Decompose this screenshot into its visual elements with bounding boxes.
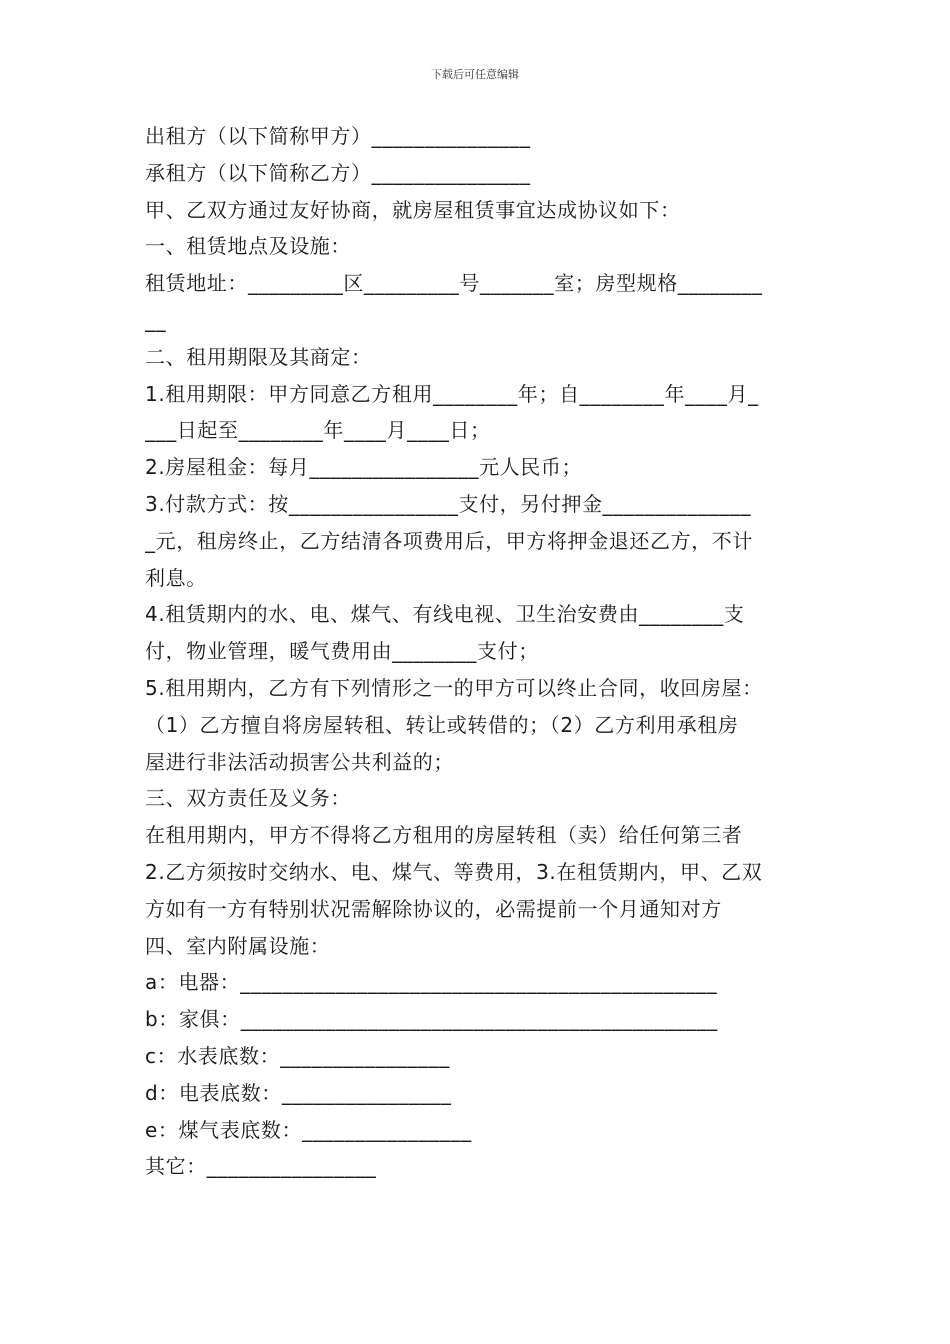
text-line: __ (145, 307, 167, 332)
page-header-note: 下载后可任意编辑 (431, 68, 519, 81)
text-line: 3.付款方式：按________________支付，另付押金______________ (145, 491, 752, 516)
text-line: 甲、乙双方通过友好协商，就房屋租赁事宜达成协议如下： (145, 197, 681, 222)
text-line: 付，物业管理，暖气费用由________支付； (145, 639, 539, 664)
contract-body (145, 118, 820, 1185)
section-heading: 四、室内附属设施： (145, 933, 331, 958)
text-line: a：电器：_____________________________________________ (145, 970, 718, 995)
text-line: 方如有一方有特别状况需解除协议的，必需提前一个月通知对方 (145, 896, 722, 921)
text-line: 1.租用期限：甲方同意乙方租用________年；自________年____月_ (145, 381, 759, 406)
text-line: 4.租赁期内的水、电、煤气、有线电视、卫生治安费由________支 (145, 602, 745, 627)
text-line: b：家俱：_____________________________________________ (145, 1007, 718, 1032)
text-line: 屋进行非法活动损害公共利益的； (145, 749, 454, 774)
text-line: c：水表底数：________________ (145, 1043, 450, 1068)
text-line: 2.乙方须按时交纳水、电、煤气、等费用，3.在租赁期内，甲、乙双 (145, 859, 763, 884)
text-line: 在租用期内，甲方不得将乙方租用的房屋转租（卖）给任何第三者 (145, 823, 743, 848)
text-line: 利息。 (145, 565, 207, 590)
text-line: 5.租用期内，乙方有下列情形之一的甲方可以终止合同，收回房屋： (145, 675, 763, 700)
text-line: 承租方（以下简称乙方）_______________ (145, 160, 531, 185)
text-line: ___日起至________年____月____日； (145, 418, 491, 443)
text-line: 出租方（以下简称甲方）_______________ (145, 124, 531, 148)
text-line: _元，租房终止，乙方结清各项费用后，甲方将押金退还乙方，不计 (145, 528, 753, 553)
text-line: d：电表底数：________________ (145, 1080, 452, 1105)
text-line: 其它：________________ (145, 1154, 377, 1179)
text-line: 2.房屋租金：每月________________元人民币； (145, 455, 583, 480)
text-line: （1）乙方擅自将房屋转租、转让或转借的；（2）乙方利用承租房 (145, 712, 739, 737)
text-line: e：煤气表底数：________________ (145, 1117, 472, 1142)
section-heading: 三、双方责任及义务： (145, 786, 351, 811)
section-heading: 二、租用期限及其商定： (145, 344, 372, 369)
text-line: 租赁地址：_________区_________号_______室；房型规格________ (145, 271, 763, 296)
section-heading: 一、租赁地点及设施： (145, 234, 351, 259)
